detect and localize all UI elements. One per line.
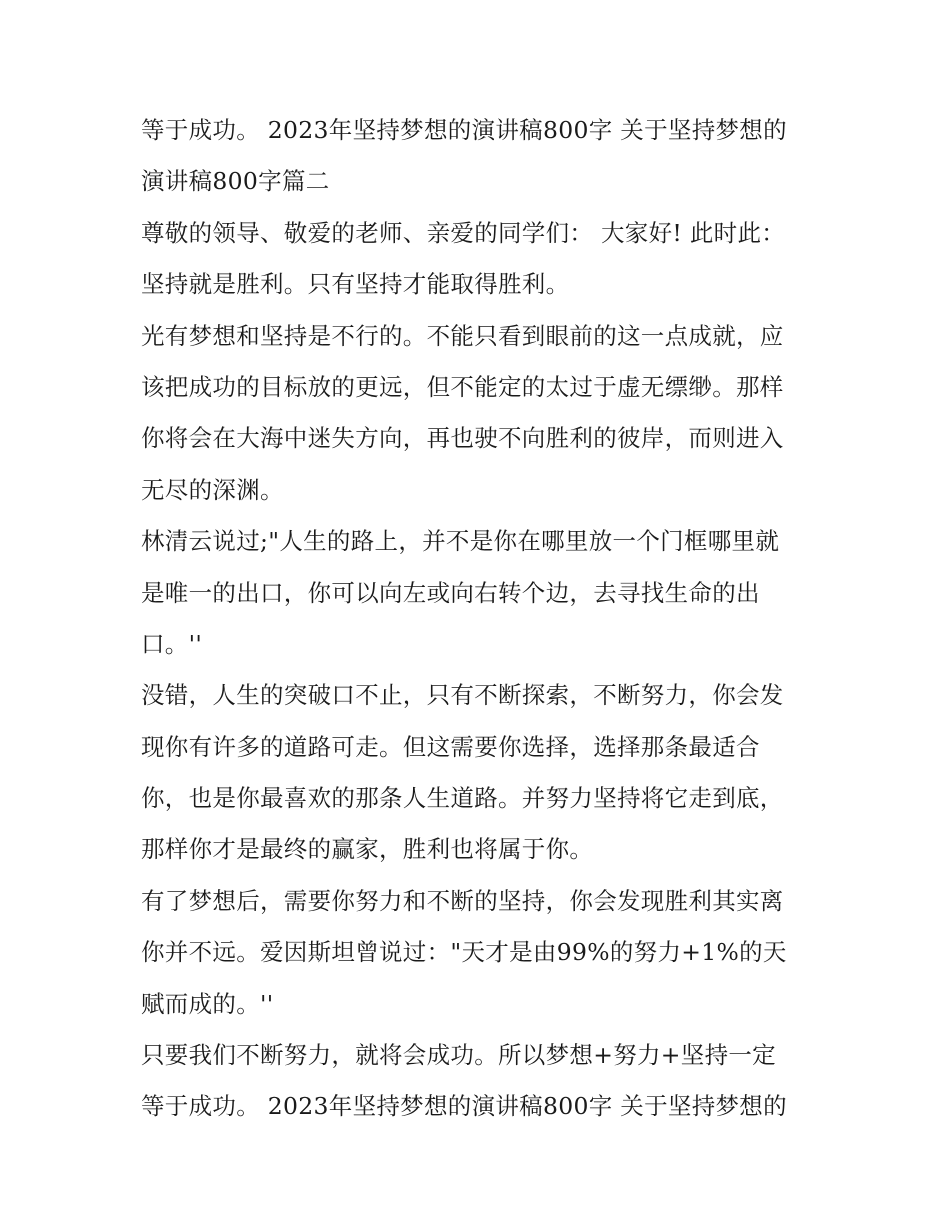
text-line: 光有梦想和坚持是不行的。不能只看到眼前的这一点成就，应 <box>141 321 784 350</box>
text-line: 口。'' <box>141 629 203 658</box>
text-line: 是唯一的出口，你可以向左或向右转个边，去寻找生命的出 <box>141 578 760 607</box>
text-line: 没错，人生的突破口不止，只有不断探索，不断努力，你会发 <box>141 681 784 710</box>
text-line: 演讲稿800字篇二 <box>141 167 330 196</box>
text-line: 林清云说过;"人生的路上，并不是你在哪里放一个门框哪里就 <box>141 527 780 556</box>
text-line: 赋而成的。'' <box>141 989 274 1018</box>
text-line: 你，也是你最喜欢的那条人生道路。并努力坚持将它走到底， <box>141 784 784 813</box>
text-line: 有了梦想后，需要你努力和不断的坚持，你会发现胜利其实离 <box>141 886 784 915</box>
text-line: 你并不远。爱因斯坦曾说过："天才是由99%的努力+1%的天 <box>141 938 787 967</box>
text-line: 现你有许多的道路可走。但这需要你选择，选择那条最适合 <box>141 732 760 761</box>
text-line: 尊敬的领导、敬爱的老师、亲爱的同学们： 大家好! 此时此： <box>141 218 786 247</box>
document-body <box>141 105 821 1133</box>
text-line: 无尽的深渊。 <box>141 475 284 504</box>
text-line: 等于成功。 2023年坚持梦想的演讲稿800字 关于坚持梦想的 <box>141 1092 787 1121</box>
text-line: 只要我们不断努力，就将会成功。所以梦想+努力+坚持一定 <box>141 1041 776 1070</box>
text-line: 坚持就是胜利。只有坚持才能取得胜利。 <box>141 270 570 299</box>
text-line: 该把成功的目标放的更远，但不能定的太过于虚无缥缈。那样 <box>141 372 784 401</box>
text-line: 等于成功。 2023年坚持梦想的演讲稿800字 关于坚持梦想的 <box>141 116 787 144</box>
text-line: 你将会在大海中迷失方向，再也驶不向胜利的彼岸，而则进入 <box>141 424 784 453</box>
text-line: 那样你才是最终的赢家，胜利也将属于你。 <box>141 835 594 864</box>
